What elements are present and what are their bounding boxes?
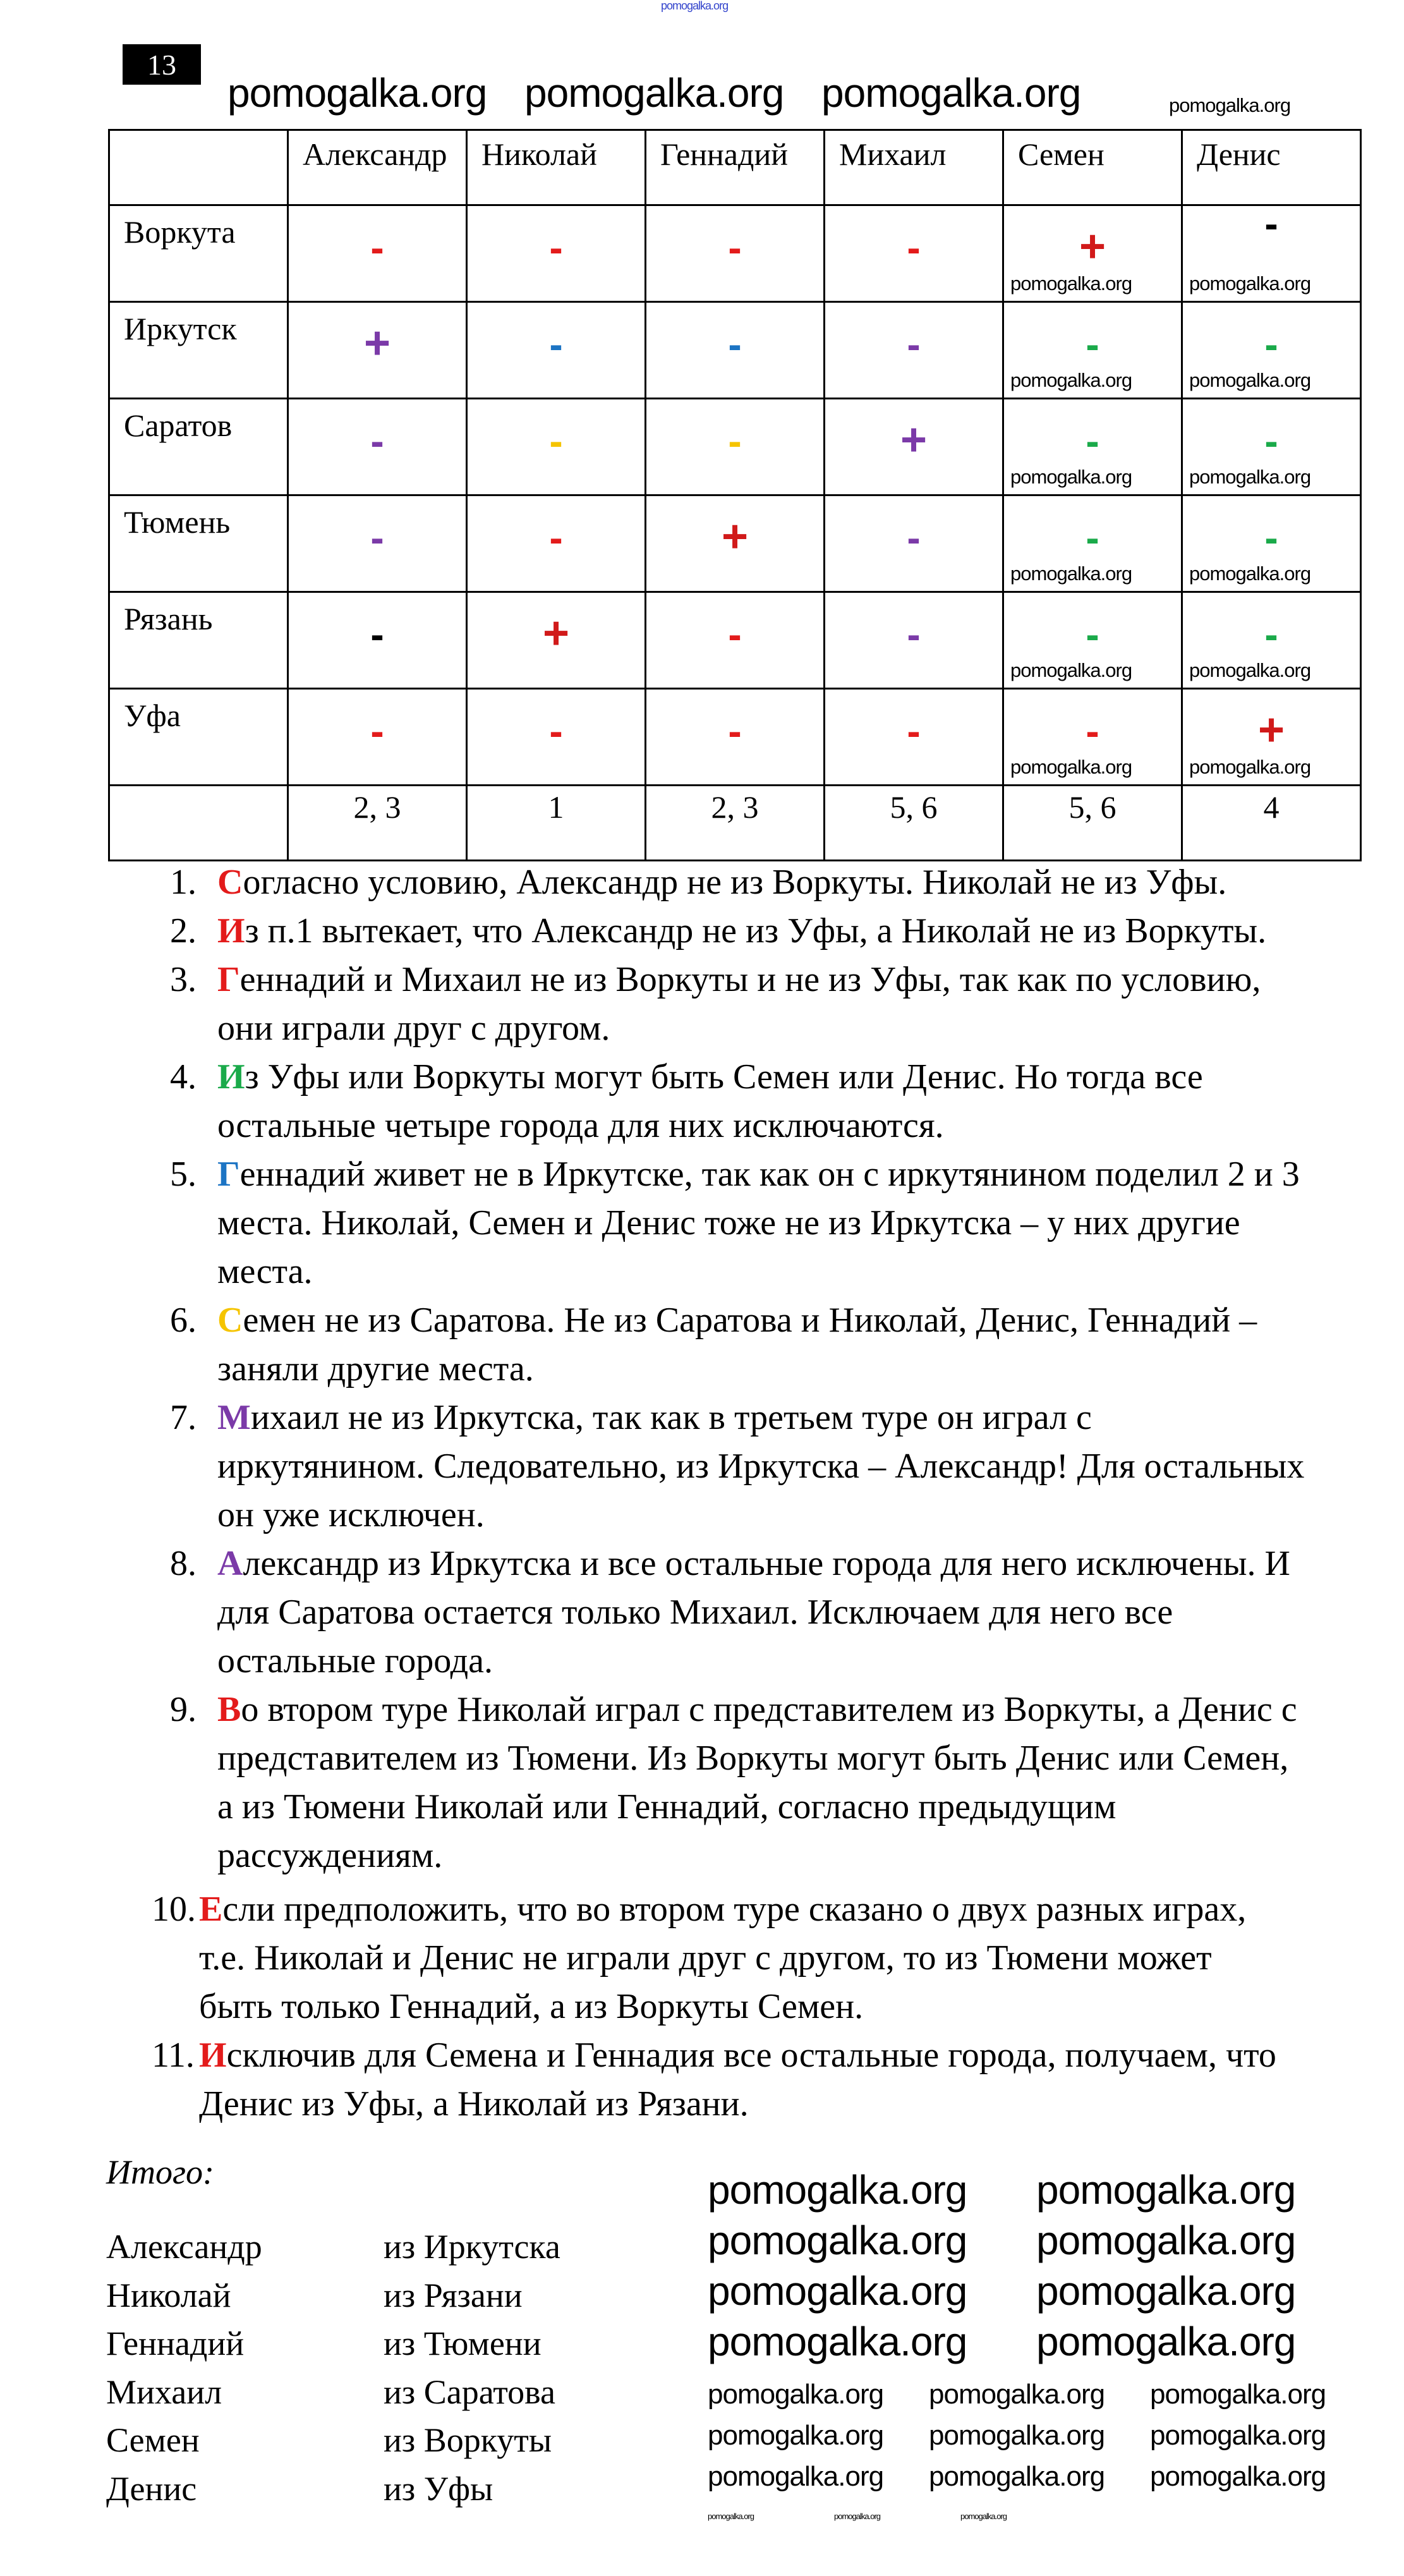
step-initial: В: [217, 1690, 241, 1729]
watermark-text: pomogalka.org: [1010, 466, 1132, 488]
minus-mark: -: [370, 225, 384, 270]
step-text: остальные четыре города для них исключаются.: [217, 1106, 944, 1145]
watermark-text: pomogalka.org: [929, 2379, 1105, 2410]
watermark-text: pomogalka.org: [1010, 756, 1132, 778]
column-name: Геннадий: [660, 137, 788, 172]
place-cell: [288, 786, 467, 861]
plus-mark: +: [363, 318, 391, 368]
minus-mark: -: [907, 612, 921, 657]
mark-cell: [467, 205, 646, 302]
mark-cell: [825, 302, 1003, 399]
watermark-text: pomogalka.org: [1010, 272, 1132, 295]
step-text: представителем из Тюмени. Из Воркуты могут быть Денис или Семен,: [217, 1739, 1289, 1778]
minus-mark: -: [728, 225, 742, 270]
watermark-text: pomogalka.org: [708, 2167, 967, 2213]
minus-mark: -: [549, 418, 563, 464]
step-initial: И: [217, 911, 245, 951]
step-text: з п.1 вытекает, что Александр не из Уфы, а Николай не из Воркуты.: [245, 911, 1267, 951]
step-number: 4.: [170, 1057, 197, 1097]
city-name: Рязань: [124, 601, 213, 636]
watermark-text: pomogalka.org: [708, 2420, 884, 2451]
mark-cell: [646, 495, 825, 592]
minus-mark: -: [728, 708, 742, 754]
mark-cell: [1182, 399, 1361, 495]
watermark-text: pomogalka.org: [708, 2218, 967, 2263]
places-row: [109, 786, 1361, 861]
result-name: Семен: [106, 2421, 200, 2459]
city-name: Воркута: [124, 214, 236, 250]
step-text: еннадий и Михаил не из Воркуты и не из Уфы, так как по условию,: [239, 960, 1261, 999]
step-line: [217, 1053, 1203, 1102]
header-cell: [1003, 130, 1182, 205]
plus-mark: +: [721, 511, 749, 562]
watermark-text: pomogalka.org: [227, 70, 487, 116]
step-text: места.: [217, 1252, 313, 1291]
mark-cell: [646, 592, 825, 689]
mark-cell: [1003, 205, 1182, 302]
watermark-text: pomogalka.org: [708, 2379, 884, 2410]
mark-cell: [646, 399, 825, 495]
mark-cell: [288, 205, 467, 302]
step-text: они играли друг с другом.: [217, 1009, 610, 1048]
mark-cell: [288, 495, 467, 592]
step-text: сключив для Семена и Геннадия все остальные города, получаем, что: [226, 2036, 1276, 2075]
header-cell: [467, 130, 646, 205]
mark-cell: [467, 495, 646, 592]
table-header-row: [109, 130, 1361, 205]
column-name: Николай: [481, 137, 597, 172]
summary-title: Итого:: [106, 2153, 215, 2191]
watermark-text: pomogalka.org: [708, 2319, 967, 2364]
step-line: [217, 1783, 1297, 1832]
step-line: [217, 907, 1266, 956]
header-cell: [1182, 130, 1361, 205]
mark-cell: [825, 495, 1003, 592]
mark-cell: [467, 592, 646, 689]
reasoning-step: [170, 1150, 1300, 1296]
step-line: [199, 2031, 1276, 2080]
step-number: 8.: [170, 1544, 197, 1583]
minus-mark: -: [370, 612, 384, 657]
step-line: [199, 2080, 1276, 2129]
step-line: [217, 1150, 1300, 1199]
step-number: 1.: [170, 863, 197, 902]
place-value: 4: [1263, 789, 1280, 825]
minus-mark: -: [1264, 612, 1278, 657]
minus-mark: -: [1086, 612, 1099, 657]
result-name: Михаил: [106, 2372, 222, 2411]
step-number: 7.: [170, 1398, 197, 1437]
step-initial: А: [217, 1544, 243, 1583]
step-initial: И: [217, 1057, 245, 1097]
reasoning-step: [170, 956, 1261, 1053]
step-text: т.е. Николай и Денис не играли друг с другом, то из Тюмени может: [199, 1938, 1212, 1978]
step-initial: Г: [217, 960, 240, 999]
watermark-text: pomogalka.org: [1169, 94, 1291, 116]
result-city: из Воркуты: [384, 2421, 552, 2459]
result-city: из Тюмени: [384, 2324, 542, 2362]
watermark-text: pomogalka.org: [1036, 2268, 1296, 2314]
step-line: [217, 1637, 1290, 1686]
step-text: а из Тюмени Николай или Геннадий, согласно предыдущим: [217, 1787, 1117, 1826]
column-name: Денис: [1197, 137, 1281, 172]
step-initial: И: [199, 2036, 227, 2075]
table-row: [109, 302, 1361, 399]
step-line: [217, 1199, 1300, 1248]
watermark-text: pomogalka.org: [1036, 2167, 1296, 2213]
mark-cell: [825, 205, 1003, 302]
step-text: иркутянином. Следовательно, из Иркутска – Александр! Для остальных: [217, 1447, 1305, 1486]
step-line: [217, 1442, 1304, 1491]
step-initial: М: [217, 1398, 251, 1437]
step-text: сли предположить, что во втором туре сказано о двух разных играх,: [222, 1890, 1247, 1929]
step-line: [217, 1832, 1297, 1880]
mark-cell: [646, 302, 825, 399]
step-text: заняли другие места.: [217, 1349, 534, 1388]
reasoning-step: [170, 1686, 1297, 1880]
city-cell: [109, 399, 288, 495]
place-value: 2, 3: [711, 789, 759, 825]
table-row: [109, 689, 1361, 786]
step-line: [217, 1394, 1304, 1442]
minus-mark: -: [728, 418, 742, 464]
watermark-text: pomogalka.org: [1189, 562, 1311, 585]
watermark-text: pomogalka.org: [929, 2461, 1105, 2492]
step-text: для Саратова остается только Михаил. Исключаем для него все: [217, 1593, 1173, 1632]
header-cell: [288, 130, 467, 205]
step-line: [217, 1102, 1203, 1150]
step-line: [199, 1983, 1246, 2031]
step-text: еннадий живет не в Иркутске, так как он с иркутянином поделил 2 и 3: [239, 1155, 1300, 1194]
step-line: [199, 1885, 1246, 1934]
result-city: из Саратова: [384, 2372, 555, 2411]
minus-mark: -: [549, 225, 563, 270]
watermark-text: pomogalka.org: [1010, 659, 1132, 681]
step-text: остальные города.: [217, 1641, 493, 1680]
plus-mark: +: [1079, 221, 1106, 272]
column-name: Михаил: [839, 137, 947, 172]
step-number: 10.: [152, 1890, 196, 1929]
minus-mark: -: [1086, 322, 1099, 367]
place-value: 5, 6: [1068, 789, 1117, 825]
mark-cell: [1182, 592, 1361, 689]
mark-cell: [467, 399, 646, 495]
step-text: быть только Геннадий, а из Воркуты Семен.: [199, 1987, 864, 2026]
step-line: [217, 956, 1261, 1004]
minus-mark: -: [370, 708, 384, 754]
result-city: из Рязани: [384, 2276, 523, 2314]
minus-mark: -: [907, 322, 921, 367]
mark-cell: [1003, 592, 1182, 689]
reasoning-step: [152, 2031, 1276, 2129]
column-name: Александр: [303, 137, 447, 172]
mark-cell: [288, 302, 467, 399]
step-line: [217, 1588, 1290, 1637]
places-label-cell: [109, 786, 288, 861]
step-number: 6.: [170, 1301, 197, 1340]
solution-table: [108, 129, 1362, 861]
reasoning-step: [170, 858, 1226, 907]
header-cell: [825, 130, 1003, 205]
minus-mark: -: [549, 322, 563, 367]
mark-cell: [467, 302, 646, 399]
table-row: [109, 205, 1361, 302]
step-text: рассуждениям.: [217, 1836, 443, 1875]
table-row: [109, 592, 1361, 689]
result-name: Николай: [106, 2276, 231, 2314]
step-text: Денис из Уфы, а Николай из Рязани.: [199, 2084, 749, 2123]
mark-cell: [1182, 689, 1361, 786]
city-name: Тюмень: [124, 504, 231, 540]
watermark-text: pomogalka.org: [834, 2512, 880, 2521]
step-line: [217, 1248, 1300, 1296]
place-cell: [825, 786, 1003, 861]
mark-cell: [288, 399, 467, 495]
reasoning-step: [170, 907, 1266, 956]
step-line: [217, 1296, 1257, 1345]
mark-cell: [1003, 495, 1182, 592]
city-name: Саратов: [124, 408, 233, 443]
watermark-text: pomogalka.org: [708, 2461, 884, 2492]
place-cell: [1182, 786, 1361, 861]
step-text: огласно условию, Александр не из Воркуты. Николай не из Уфы.: [243, 863, 1227, 902]
header-cell: [646, 130, 825, 205]
minus-mark: -: [1086, 418, 1099, 464]
step-number: 11.: [152, 2036, 195, 2075]
mark-cell: [1003, 399, 1182, 495]
step-line: [217, 1540, 1290, 1588]
step-line: [217, 1686, 1297, 1734]
step-line: [217, 1004, 1261, 1053]
reasoning-step: [170, 1053, 1203, 1150]
watermark-text: pomogalka.org: [1189, 659, 1311, 681]
place-cell: [467, 786, 646, 861]
watermark-text: pomogalka.org: [708, 2512, 754, 2521]
step-number: 3.: [170, 960, 197, 999]
problem-number: 13: [123, 44, 201, 85]
step-text: з Уфы или Воркуты могут быть Семен или Денис. Но тогда все: [245, 1057, 1203, 1097]
watermark-text: pomogalka.org: [1150, 2461, 1326, 2492]
minus-mark: -: [1264, 418, 1278, 464]
minus-mark: -: [549, 515, 563, 561]
result-name: Денис: [106, 2469, 197, 2508]
watermark-text: pomogalka.org: [821, 70, 1081, 116]
watermark-text: pomogalka.org: [1189, 466, 1311, 488]
step-initial: Е: [199, 1890, 223, 1929]
step-number: 9.: [170, 1690, 197, 1729]
minus-mark: -: [728, 612, 742, 657]
mark-cell: [1182, 201, 1361, 302]
watermark-text: pomogalka.org: [1150, 2379, 1326, 2410]
minus-mark: -: [728, 322, 742, 367]
city-cell: [109, 302, 288, 399]
column-name: Семен: [1018, 137, 1104, 172]
reasoning-step: [170, 1296, 1257, 1394]
step-text: лександр из Иркутска и все остальные города для него исключены. И: [243, 1544, 1290, 1583]
watermark-text: pomogalka.org: [708, 2268, 967, 2314]
mark-cell: [288, 689, 467, 786]
mark-cell: [825, 592, 1003, 689]
mark-cell: [1003, 302, 1182, 399]
minus-mark: -: [907, 515, 921, 561]
city-name: Иркутск: [124, 311, 237, 346]
step-line: [217, 858, 1226, 907]
minus-mark: -: [1086, 708, 1099, 754]
watermark-text: pomogalka.org: [929, 2420, 1105, 2451]
step-number: 2.: [170, 911, 197, 951]
minus-mark: -: [907, 708, 921, 754]
minus-mark: -: [370, 515, 384, 561]
watermark-text: pomogalka.org: [1189, 272, 1311, 295]
plus-mark: +: [900, 415, 928, 465]
mark-cell: [646, 689, 825, 786]
city-cell: [109, 592, 288, 689]
watermark-text: pomogalka.org: [1189, 756, 1311, 778]
watermark-text: pomogalka.org: [1036, 2319, 1296, 2364]
place-value: 5, 6: [890, 789, 938, 825]
plus-mark: +: [542, 608, 570, 659]
watermark-text: pomogalka.org: [524, 70, 784, 116]
minus-mark: -: [1264, 515, 1278, 561]
watermark-text: pomogalka.org: [1150, 2420, 1326, 2451]
result-name: Геннадий: [106, 2324, 245, 2362]
place-cell: [1003, 786, 1182, 861]
mark-cell: [1182, 302, 1361, 399]
watermark-text: pomogalka.org: [960, 2512, 1007, 2521]
step-initial: С: [217, 1301, 243, 1340]
step-line: [217, 1345, 1257, 1394]
result-city: из Иркутска: [384, 2228, 560, 2266]
step-initial: С: [217, 863, 243, 902]
place-value: 1: [548, 789, 564, 825]
city-cell: [109, 495, 288, 592]
step-text: места. Николай, Семен и Денис тоже не из Иркутска – у них другие: [217, 1203, 1240, 1242]
watermark-text: pomogalka.org: [1010, 562, 1132, 585]
step-text: о втором туре Николай играл с представителем из Воркуты, а Денис с: [241, 1690, 1297, 1729]
step-text: ихаил не из Иркутска, так как в третьем туре он играл с: [250, 1398, 1092, 1437]
header-corner-cell: [109, 130, 288, 205]
table-row: [109, 495, 1361, 592]
minus-mark: -: [1264, 201, 1278, 246]
plus-mark: +: [1257, 705, 1285, 755]
result-name: Александр: [106, 2228, 262, 2266]
result-city: из Уфы: [384, 2469, 493, 2508]
step-line: [199, 1934, 1246, 1983]
step-line: [217, 1734, 1297, 1783]
city-name: Уфа: [124, 698, 181, 733]
watermark-text: pomogalka.org: [1036, 2218, 1296, 2263]
mark-cell: [1182, 495, 1361, 592]
minus-mark: -: [549, 708, 563, 754]
mark-cell: [825, 689, 1003, 786]
city-cell: [109, 689, 288, 786]
table-row: [109, 399, 1361, 495]
minus-mark: -: [1264, 322, 1278, 367]
step-text: емен не из Саратова. Не из Саратова и Николай, Денис, Геннадий –: [243, 1301, 1257, 1340]
mark-cell: [825, 399, 1003, 495]
step-initial: Г: [217, 1155, 240, 1194]
minus-mark: -: [370, 418, 384, 464]
reasoning-step: [170, 1540, 1290, 1686]
watermark-text: pomogalka.org: [1189, 369, 1311, 391]
minus-mark: -: [1086, 515, 1099, 561]
watermark-text: pomogalka.org: [661, 0, 729, 12]
mark-cell: [646, 205, 825, 302]
minus-mark: -: [907, 225, 921, 270]
reasoning-step: [152, 1885, 1246, 2031]
step-line: [217, 1491, 1304, 1540]
city-cell: [109, 205, 288, 302]
mark-cell: [467, 689, 646, 786]
mark-cell: [288, 592, 467, 689]
place-cell: [646, 786, 825, 861]
reasoning-step: [170, 1394, 1304, 1540]
watermark-text: pomogalka.org: [1010, 369, 1132, 391]
step-text: он уже исключен.: [217, 1495, 485, 1534]
mark-cell: [1003, 689, 1182, 786]
place-value: 2, 3: [353, 789, 401, 825]
step-number: 5.: [170, 1155, 197, 1194]
